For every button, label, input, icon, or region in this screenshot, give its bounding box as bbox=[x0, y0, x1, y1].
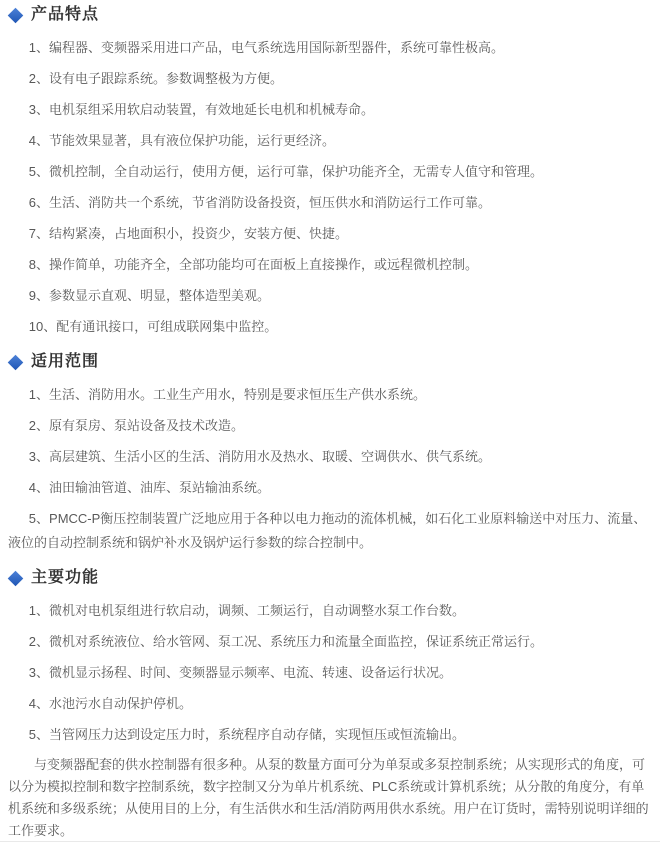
list-item: 1、生活、消防用水。工业生产用水，特别是要求恒压生产供水系统。 bbox=[28, 387, 427, 402]
section-header bbox=[8, 6, 652, 24]
application-list bbox=[8, 383, 652, 555]
list-item: 1、编程器、变频器采用进口产品，电气系统选用国际新型器件，系统可靠性极高。 bbox=[28, 40, 505, 55]
list-item: 3、电机泵组采用软启动装置，有效地延长电机和机械寿命。 bbox=[28, 102, 375, 117]
list-item: 1、微机对电机泵组进行软启动，调频、工频运行，自动调整水泵工作台数。 bbox=[28, 603, 466, 618]
section-header bbox=[8, 569, 652, 587]
section-title: 产品特点 bbox=[31, 6, 100, 23]
list-item: 6、生活、消防共一个系统，节省消防设备投资，恒压供水和消防运行工作可靠。 bbox=[28, 195, 492, 210]
list-item: 7、结构紧凑，占地面积小，投资少，安装方便、快捷。 bbox=[28, 226, 349, 241]
list-item: 5、当管网压力达到设定压力时，系统程序自动存储，实现恒压或恒流输出。 bbox=[28, 727, 466, 742]
section-product-features bbox=[8, 6, 652, 339]
diamond-icon bbox=[8, 354, 24, 370]
closing-paragraph: 与变频器配套的供水控制器有很多种。从泵的数量方面可分为单泵或多泵控制系统；从实现形式的角度，可以分为模拟控制和数字控制系统，数字控制又分为单片机系统、PLC系统或计算机系统；从分散的角度分，有单机系统和多级系统；从使用目的上分，有生活供水和生活/消防两用供水系统。用户在订货时，需特别说明详细的工作要求。 bbox=[8, 757, 649, 838]
list-item: 4、油田输油管道、油库、泵站输油系统。 bbox=[28, 480, 271, 495]
list-item: 9、参数显示直观、明显，整体造型美观。 bbox=[28, 288, 271, 303]
list-item: 5、微机控制，全自动运行，使用方便，运行可靠，保护功能齐全，无需专人值守和管理。 bbox=[28, 164, 544, 179]
feature-list bbox=[8, 36, 652, 339]
diamond-icon bbox=[8, 7, 24, 23]
list-item: 2、原有泵房、泵站设备及技术改造。 bbox=[28, 418, 245, 433]
section-application-range bbox=[8, 353, 652, 555]
list-item: 4、节能效果显著，具有液位保护功能，运行更经济。 bbox=[28, 133, 336, 148]
list-item: 2、微机对系统液位、给水管网、泵工况、系统压力和流量全面监控，保证系统正常运行。 bbox=[28, 634, 544, 649]
list-item: 8、操作简单，功能齐全，全部功能均可在面板上直接操作，或远程微机控制。 bbox=[28, 257, 479, 272]
list-item: 4、水池污水自动保护停机。 bbox=[28, 696, 193, 711]
list-item: 3、微机显示扬程、时间、变频器显示频率、电流、转速、设备运行状况。 bbox=[28, 665, 453, 680]
section-title: 主要功能 bbox=[31, 569, 100, 586]
list-item: 5、PMCC-P衡压控制装置广泛地应用于各种以电力拖动的流体机械，如石化工业原料输送中对压力、流量、液位的自动控制系统和锅炉补水及锅炉运行参数的综合控制中。 bbox=[8, 511, 647, 550]
section-main-functions bbox=[8, 569, 652, 842]
diamond-icon bbox=[8, 570, 24, 586]
list-item: 10、配有通讯接口，可组成联网集中监控。 bbox=[28, 319, 278, 334]
function-list bbox=[8, 599, 652, 747]
section-header bbox=[8, 353, 652, 371]
list-item: 3、高层建筑、生活小区的生活、消防用水及热水、取暖、空调供水、供气系统。 bbox=[28, 449, 492, 464]
section-title: 适用范围 bbox=[31, 353, 100, 370]
list-item: 2、设有电子跟踪系统。参数调整极为方便。 bbox=[28, 71, 284, 86]
